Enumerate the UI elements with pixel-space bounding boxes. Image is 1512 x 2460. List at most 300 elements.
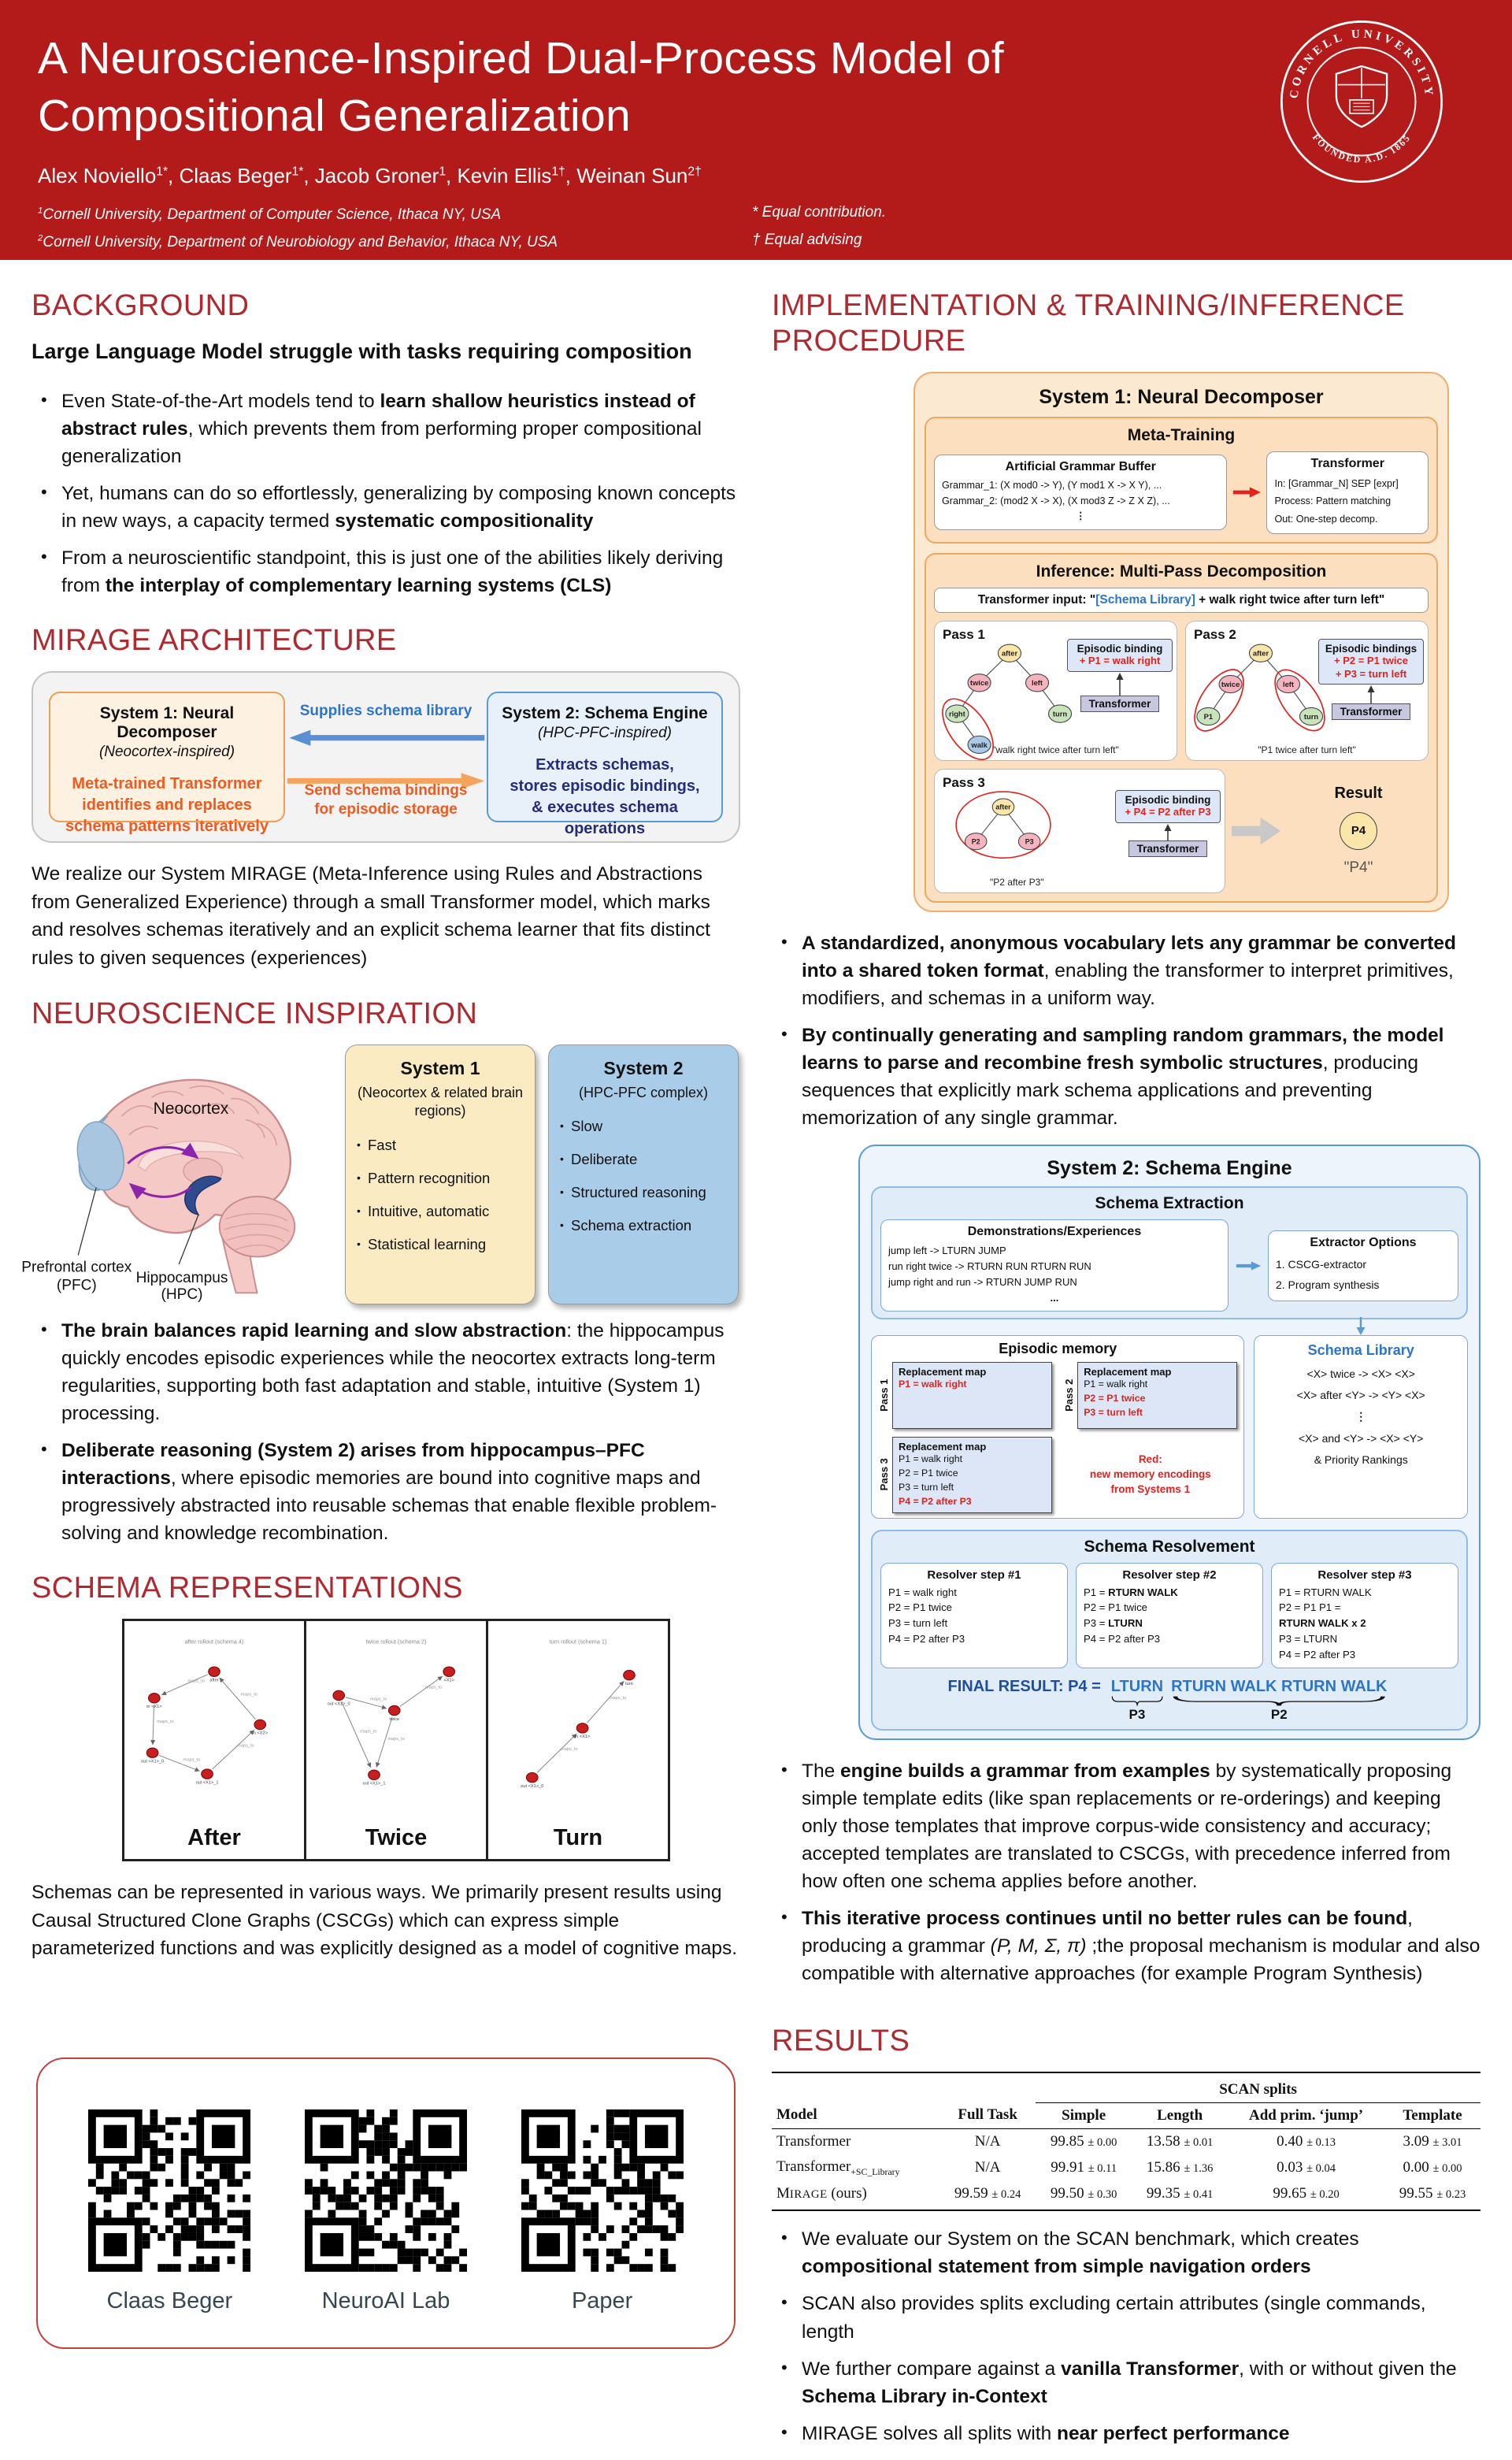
episodic-memory-title: Episodic memory	[999, 1341, 1117, 1357]
bullet-item	[778, 2225, 1480, 2280]
tree-node-label: left	[1282, 679, 1295, 688]
value-main: 99.50	[1050, 2185, 1088, 2202]
text-segment: P4 = P2 after P3	[1084, 1632, 1161, 1645]
value-cell	[1132, 2128, 1228, 2154]
qr-code-neuroai-lab	[305, 2109, 467, 2272]
extractor-options-card	[1268, 1230, 1458, 1301]
arch-body-line: Meta-trained Transformer	[72, 774, 262, 792]
arch-system1-title: System 1: Neural Decomposer	[99, 703, 235, 741]
table-row	[772, 2154, 1480, 2182]
map-line	[899, 1453, 1046, 1467]
text-segment: 2†	[687, 165, 702, 179]
binding-line: + P2 = P1 twice	[1334, 654, 1408, 666]
pass-rotated-label: Pass 1	[878, 1379, 890, 1412]
text-segment: LTURN	[1108, 1617, 1143, 1630]
graph-edge-label: maps_to	[360, 1729, 377, 1735]
text-segment: P4 = P2 after P3	[1279, 1648, 1356, 1660]
qr-label: Paper	[571, 2288, 633, 2314]
map-line	[899, 1467, 1046, 1481]
text-segment: Transformer input: "	[977, 592, 1096, 607]
text-segment: P1 =	[1084, 1586, 1109, 1598]
text-segment: P3 = turn left	[1084, 1407, 1143, 1419]
text-segment: , which prevents them from performing proper compositional generalization	[61, 417, 702, 467]
meta-transformer-card	[1266, 451, 1429, 534]
value-main: 3.09	[1403, 2132, 1433, 2150]
graph-edge-label: maps_to	[369, 1697, 387, 1702]
cornell-seal-logo	[1277, 17, 1446, 186]
transformer-io-line: Out: One-step decomp.	[1274, 513, 1378, 525]
resolver-line	[888, 1616, 1060, 1631]
system2-card-subtitle: (HPC-PFC complex)	[578, 1084, 708, 1100]
resolver-line	[1279, 1631, 1451, 1647]
value-stddev: ± 0.00	[1088, 2135, 1117, 2149]
text-segment: 1	[38, 206, 43, 216]
text-segment: RTURN WALK	[1108, 1586, 1178, 1598]
red-arrow-icon	[1232, 484, 1262, 500]
inference-box	[925, 553, 1438, 903]
value-cell	[1036, 2154, 1132, 2182]
graph-node	[576, 1723, 588, 1733]
graph-edge	[342, 1701, 371, 1767]
text-segment: the interplay of complementary learning systems (CLS)	[105, 575, 612, 597]
graph-node	[146, 1748, 158, 1757]
graph-node-label: out <X1>_1	[362, 1781, 386, 1787]
graph-edge	[587, 1681, 627, 1723]
text-segment: MIRAGE solves all splits with	[802, 2422, 1058, 2444]
graph-edge-label: maps_to	[187, 1679, 205, 1684]
text-segment: , Jacob Groner	[303, 163, 439, 187]
value-stddev: ± 0.24	[991, 2188, 1021, 2202]
poster-title: A Neuroscience-Inspired Dual-Process Model of Compositional Generalization	[38, 33, 1004, 141]
right-column	[772, 280, 1480, 2460]
pass-rotated-label: Pass 3	[878, 1458, 890, 1491]
qr-label: Claas Beger	[106, 2288, 233, 2314]
replacement-map-box	[892, 1437, 1052, 1512]
replacement-map-title: Replacement map	[899, 1441, 987, 1453]
resolver-line	[1084, 1631, 1255, 1647]
text-segment: We further compare against a	[802, 2358, 1062, 2380]
implementation-bullets	[772, 929, 1480, 1132]
value-stddev: ± 0.13	[1306, 2135, 1336, 2149]
text-segment: systematic compositionality	[335, 510, 594, 532]
down-arrow-icon	[1355, 1317, 1366, 1336]
pass1-replacement	[878, 1362, 1052, 1429]
tree-node-label: after	[1252, 648, 1269, 658]
library-rule-line: <X> twice -> <X> <X>	[1306, 1367, 1415, 1381]
card-bullet: • Fast	[357, 1137, 524, 1154]
resolver-line	[888, 1631, 1060, 1647]
demonstrations-title: Demonstrations/Experiences	[967, 1224, 1142, 1238]
architecture-heading: MIRAGE ARCHITECTURE	[32, 624, 397, 658]
bullet-item	[778, 1022, 1480, 1132]
neuroscience-bullets	[32, 1317, 740, 1547]
legend-line	[1063, 1453, 1237, 1467]
value-cell	[1228, 2181, 1384, 2210]
value-cell	[1132, 2154, 1228, 2182]
note-line: * Equal contribution.	[752, 204, 887, 221]
value-main: 99.91	[1051, 2159, 1088, 2176]
graph-edge-label: maps_to	[609, 1695, 627, 1701]
graph-node	[149, 1693, 161, 1702]
brain-illustration	[21, 1044, 332, 1304]
text-segment: SCAN also provides splits excluding certain attributes (single commands, length	[802, 2293, 1426, 2343]
neuroscience-figure	[21, 1044, 740, 1304]
text-segment: +SC_Library	[850, 2166, 900, 2177]
transformer-io-line: In: [Grammar_N] SEP [expr]	[1274, 477, 1399, 489]
text-segment: RTURN WALK x 2	[1279, 1617, 1366, 1630]
library-rule-line: & Priority Rankings	[1314, 1453, 1408, 1467]
send-schema-bindings-label	[285, 781, 487, 819]
value-main: 0.00	[1403, 2159, 1433, 2176]
text-segment: Transformer	[776, 2158, 851, 2175]
graph-edge	[376, 1717, 392, 1768]
graph-node	[443, 1667, 455, 1676]
text-segment: 1*	[156, 165, 169, 179]
text-segment: , producing a grammar	[802, 1907, 1413, 1957]
tree-node-label: after	[995, 803, 1011, 811]
grammar-line: Grammar_1: (X mod0 -> Y), (Y mod1 X -> X Y), ...	[942, 480, 1162, 492]
resolver-line	[1279, 1585, 1451, 1601]
text-segment: , where episodic memories are bound into cognitive maps and progressively abstracted into reusable schemas that enable flexible problem-solving and knowledge recombination.	[61, 1467, 717, 1544]
graph-node-label: out <X1>_0	[141, 1759, 165, 1764]
value-stddev: ± 0.01	[1184, 2135, 1214, 2149]
agb-lines	[942, 478, 1219, 525]
text-segment: P4 = P2 after P3	[888, 1632, 965, 1645]
value-main: 99.85	[1050, 2132, 1088, 2150]
graph-edge-label: maps_to	[561, 1746, 578, 1752]
value-stddev: ± 0.20	[1310, 2188, 1340, 2202]
underbrace-label: P2	[1270, 1706, 1288, 1722]
text-segment: 1	[439, 165, 446, 179]
model-cell	[772, 2154, 939, 2182]
transformer-input-line	[934, 588, 1429, 613]
text-segment: , Kevin Ellis	[446, 163, 552, 187]
arch-body-line: identifies and replaces	[82, 796, 252, 814]
graph-node-label: out <X1>_0	[521, 1783, 544, 1789]
arrow-left-icon	[289, 729, 310, 745]
graph-node	[333, 1690, 345, 1700]
text-segment: P2 = P1 P1 =	[1279, 1601, 1341, 1614]
table-column-header: Length	[1132, 2102, 1228, 2128]
pass-rotated-label: Pass 2	[1063, 1379, 1076, 1412]
resolver-step-title: Resolver step #2	[1122, 1568, 1217, 1582]
engine-bullets	[772, 1757, 1480, 1987]
resolver-line	[1084, 1616, 1255, 1631]
text-segment: P1 = walk right	[1084, 1378, 1148, 1390]
value-stddev: ± 0.04	[1306, 2162, 1336, 2175]
text-segment: P1 = walk right	[899, 1453, 962, 1465]
p4-node: P4	[1340, 812, 1377, 850]
inference-title: Inference: Multi-Pass Decomposition	[1036, 562, 1327, 581]
results-table-container	[772, 2072, 1480, 2212]
system2-card-items	[560, 1118, 727, 1234]
red-legend	[1063, 1437, 1237, 1512]
value-main: 99.35	[1146, 2185, 1184, 2202]
tree-node-label: right	[948, 709, 965, 718]
grammar-line: ⋮	[1075, 510, 1086, 522]
table-column-header: Template	[1384, 2102, 1480, 2128]
system1-card-title: System 1	[400, 1057, 480, 1078]
final-token: LTURN	[1110, 1677, 1164, 1695]
text-segment: ;the proposal mechanism is modular and also compatible with alternative approaches (for example Program Synthesis)	[802, 1935, 1480, 1984]
schema-resolvement-box	[871, 1530, 1468, 1731]
text-segment: near perfect performance	[1057, 2422, 1290, 2444]
graph-edge	[161, 1675, 208, 1695]
graph-title: after rollout (schema 4)	[184, 1638, 244, 1646]
qr-label: NeuroAI Lab	[321, 2288, 450, 2314]
system1-card	[345, 1044, 536, 1304]
value-cell	[1384, 2128, 1480, 2154]
text-segment: Red:	[1138, 1453, 1162, 1466]
text-segment: learn shallow heuristics instead of abstract rules	[61, 390, 695, 440]
text-segment: Schema Library in-Context	[802, 2385, 1047, 2407]
library-rule-line: <X> and <Y> -> <X> <Y>	[1299, 1432, 1424, 1445]
graph-node-label: in <X2>	[252, 1731, 268, 1736]
graph-node-label: in <X1>	[146, 1704, 162, 1709]
value-main: 0.03	[1277, 2159, 1307, 2176]
resolver-line	[1279, 1600, 1451, 1616]
meta-training-title: Meta-Training	[1127, 425, 1236, 444]
graph-node	[369, 1770, 380, 1779]
sys1-diagram-title: System 1: Neural Decomposer	[1039, 385, 1324, 408]
schema-extraction-title: Schema Extraction	[1095, 1193, 1244, 1212]
legend-line	[1063, 1482, 1237, 1497]
turn-schema-graph	[490, 1624, 666, 1820]
graph-node-label: in <X1>	[574, 1735, 591, 1740]
text-segment: , enabling the transformer to interpret primitives, modifiers, and schemas in a uniform way.	[802, 959, 1454, 1009]
bullet-item	[38, 544, 740, 599]
authors-line	[38, 164, 1474, 188]
table-column-header: Simple	[1036, 2102, 1132, 2128]
background-subtitle: Large Language Model struggle with tasks requiring composition	[32, 339, 692, 363]
text-segment: Yet, humans can do so effortlessly, generalizing by composing known concepts in new ways, a capacity termed	[61, 482, 736, 532]
agb-title: Artificial Grammar Buffer	[1005, 460, 1156, 474]
repr-panel-after	[124, 1621, 306, 1859]
sys2-diagram-title: System 2: Schema Engine	[1047, 1156, 1292, 1179]
episodic-memory-card	[871, 1335, 1244, 1518]
label-line: Send schema bindings	[304, 782, 468, 800]
underbrace-label: P3	[1128, 1706, 1146, 1722]
cerebellum-shape	[220, 1197, 295, 1256]
option-line: 1. CSCG-extractor	[1275, 1257, 1367, 1271]
text-segment: 2	[38, 233, 43, 243]
text-segment: : the hippocampus quickly encodes episodic experiences while the neocortex extracts long-term regularities, supporting both fast adaptation and stable, intuitive (System 1) processing.	[61, 1319, 724, 1424]
text-segment: M	[776, 2185, 790, 2202]
qr-code-paper	[521, 2109, 684, 2272]
bullet-item	[778, 929, 1480, 1012]
text-segment: By continually generating and sampling random grammars, the model learns to parse and recombine fresh symbolic structures	[802, 1024, 1444, 1074]
text-segment: The brain balances rapid learning and slow abstraction	[61, 1319, 567, 1341]
text-segment: + walk right twice after turn left"	[1195, 592, 1385, 607]
table-column-header: Full Task	[939, 2102, 1036, 2128]
table-column-header: Add prim. ‘jump’	[1228, 2102, 1384, 2128]
graph-edge	[537, 1734, 576, 1772]
schema-resolvement-title: Schema Resolvement	[1084, 1537, 1255, 1556]
pass3-transformer-chip: Transformer	[1128, 840, 1208, 857]
bullet-item	[778, 2290, 1480, 2345]
neuroscience-heading: NEUROSCIENCE INSPIRATION	[32, 996, 478, 1030]
big-gray-arrow-icon	[1232, 814, 1282, 848]
tree-node-label: P1	[1203, 711, 1214, 721]
model-cell	[772, 2128, 939, 2154]
replacement-map-box	[892, 1362, 1052, 1429]
value-stddev: ± 0.11	[1088, 2162, 1117, 2175]
pfc-label-1: Prefrontal cortex	[21, 1259, 132, 1276]
underbrace-icon	[1111, 1696, 1163, 1706]
pass1-label: Pass 1	[943, 626, 985, 642]
value-stddev: ± 3.01	[1432, 2135, 1462, 2149]
final-token: RTURN WALK RTURN WALK	[1171, 1677, 1388, 1695]
graph-node	[254, 1720, 266, 1729]
value-cell	[1228, 2154, 1384, 2182]
bullet-item	[38, 388, 740, 470]
schema-library-title: Schema Library	[1307, 1342, 1414, 1359]
tree-node-label: turn	[1303, 711, 1319, 721]
text-segment: P2 = P1 twice	[1084, 1601, 1147, 1614]
text-segment: Even State-of-the-Art models tend to	[61, 390, 380, 412]
graph-node	[388, 1705, 400, 1715]
text-segment: P1 = RTURN WALK	[1279, 1586, 1372, 1598]
graph-edge-label: maps_to	[424, 1685, 443, 1690]
poster-header	[0, 0, 1512, 260]
scan-splits-group-header: SCAN splits	[1036, 2072, 1480, 2103]
text-segment: Alex Noviello	[38, 163, 157, 187]
text-segment: (ours)	[827, 2185, 867, 2202]
tree-node-label: twice	[1221, 679, 1240, 688]
value-cell	[1132, 2181, 1228, 2210]
text-segment: Cornell University, Department of Computer Science, Ithaca NY, USA	[43, 206, 502, 223]
implementation-heading: IMPLEMENTATION & TRAINING/INFERENCE PROCEDURE	[772, 289, 1405, 358]
pass3-binding-box	[1115, 790, 1221, 823]
graph-edge	[400, 1676, 443, 1706]
graph-edge-label: maps_to	[157, 1719, 174, 1724]
replacement-map-title: Replacement map	[899, 1366, 987, 1378]
card-bullet: • Deliberate	[560, 1151, 727, 1168]
svg-text:FOUNDED A.D. 1865	[1310, 132, 1413, 165]
graph-node-label: after	[209, 1678, 219, 1683]
value-main: 99.55	[1399, 2185, 1437, 2202]
final-part-p3	[1111, 1678, 1163, 1723]
system1-card-items	[357, 1137, 524, 1253]
map-line	[1084, 1406, 1231, 1420]
repr-panel-twice	[306, 1621, 488, 1859]
hpc-label-1: Hippocampus	[135, 1269, 228, 1286]
final-result-line	[880, 1678, 1458, 1723]
system1-card-subtitle: (Neocortex & related brain regions)	[357, 1084, 524, 1119]
pass2-caption: "P1 twice after turn left"	[1258, 744, 1356, 755]
resolver-step-2	[1076, 1563, 1263, 1668]
resolver-line	[1084, 1600, 1255, 1616]
supplies-schema-library-label: Supplies schema library	[299, 702, 472, 719]
text-segment: by systematically proposing simple template edits (like span replacements or re-orderings) and keeping only those templates that improve corpus-wide consistency and accuracy; accepted templates are translated to CSCGs, with precedence inferred from how often one schema applies before another.	[802, 1760, 1452, 1892]
bullet-item	[38, 1437, 740, 1547]
resolver-line	[888, 1585, 1060, 1601]
up-arrow-icon	[1114, 672, 1125, 696]
library-rule-line: <X> after <Y> -> <Y> <X>	[1296, 1389, 1425, 1402]
graph-edge	[153, 1705, 154, 1745]
graph-node	[526, 1772, 538, 1782]
system2-card	[548, 1044, 739, 1304]
binding-title: Episodic bindings	[1325, 642, 1418, 655]
text-segment: P2 = P1 twice	[888, 1601, 952, 1614]
system2-card-title: System 2	[603, 1057, 684, 1078]
left-column	[21, 280, 740, 2460]
tree-node-label: P3	[1025, 837, 1034, 846]
result-caption: "P4"	[1343, 859, 1373, 877]
binding-line: + P4 = P2 after P3	[1125, 805, 1211, 818]
after-schema-graph	[126, 1624, 302, 1820]
resolver-line	[1279, 1616, 1451, 1631]
system2-schema-engine-diagram	[858, 1145, 1480, 1740]
graph-node	[209, 1667, 220, 1676]
value-cell	[1384, 2154, 1480, 2182]
card-bullet: • Structured reasoning	[560, 1184, 727, 1201]
arch-system1-subtitle: (Neocortex-inspired)	[98, 743, 235, 760]
text-segment: compositional statement from simple navigation orders	[802, 2256, 1311, 2278]
mirage-architecture-diagram	[32, 671, 740, 843]
text-segment: A standardized, anonymous vocabulary lets any grammar be converted into a shared token format	[802, 932, 1456, 981]
final-result-prefix: FINAL RESULT: P4 =	[947, 1677, 1101, 1695]
graph-node-label: turn	[625, 1681, 633, 1686]
graph-node-label: out <X1>_1	[195, 1780, 219, 1786]
graph-edge-label: maps_to	[387, 1736, 405, 1742]
text-segment: , with or without given the	[1239, 2358, 1457, 2380]
value-cell	[1228, 2128, 1384, 2154]
tree-node-label: turn	[1052, 709, 1068, 718]
demo-line: run right twice -> RTURN RUN RTURN RUN	[888, 1260, 1091, 1272]
text-segment: 1*	[291, 165, 304, 179]
pass2-replacement	[1063, 1362, 1237, 1429]
tree-node-label: twice	[969, 677, 989, 687]
schema-library-card	[1254, 1335, 1468, 1518]
meta-training-box	[925, 417, 1438, 544]
graph-edge-label: maps_to	[240, 1692, 258, 1698]
text-segment: , producing sequences that explicitly mark schema applications and preventing memorization of any single grammar.	[802, 1052, 1418, 1129]
pass3-replacement	[878, 1437, 1052, 1512]
card-bullet: • Schema extraction	[560, 1217, 727, 1234]
pass1-binding-box	[1067, 639, 1173, 672]
demonstrations-card	[880, 1219, 1228, 1312]
value-cell: N/A	[974, 2132, 1001, 2150]
graph-edge-label: maps_to	[237, 1743, 254, 1749]
map-line	[1084, 1392, 1231, 1406]
resolver-line	[888, 1600, 1060, 1616]
text-segment: Deliberate reasoning (System 2) arises from hippocampus–PFC interactions	[61, 1439, 645, 1489]
graph-node-label: out <X1>_0	[327, 1701, 350, 1707]
bullet-item	[778, 2420, 1480, 2447]
bullet-item	[38, 1317, 740, 1427]
graph-node	[624, 1670, 636, 1679]
library-rule-line: ⋮	[1355, 1410, 1367, 1423]
pass2-tree-graphic	[1188, 636, 1334, 760]
tree-node-label: P2	[971, 837, 980, 846]
extractor-options-title: Extractor Options	[1310, 1235, 1417, 1249]
value-main: 13.58	[1146, 2132, 1184, 2150]
note-line: † Equal advising	[752, 232, 862, 249]
table-column-header: Model	[772, 2102, 939, 2128]
binding-title: Episodic binding	[1077, 642, 1163, 655]
value-main: 0.40	[1277, 2132, 1307, 2150]
artificial-grammar-buffer-card	[934, 455, 1227, 530]
arch-body-line: stores episodic bindings,	[510, 777, 700, 795]
arch-body-line: Extracts schemas,	[536, 755, 674, 774]
text-segment: 1†	[551, 165, 565, 179]
repr-panel-turn	[488, 1621, 668, 1859]
model-cell	[772, 2181, 939, 2210]
blue-arrow-icon	[1235, 1259, 1262, 1273]
value-cell	[939, 2181, 1036, 2210]
resolver-line	[1084, 1585, 1255, 1601]
